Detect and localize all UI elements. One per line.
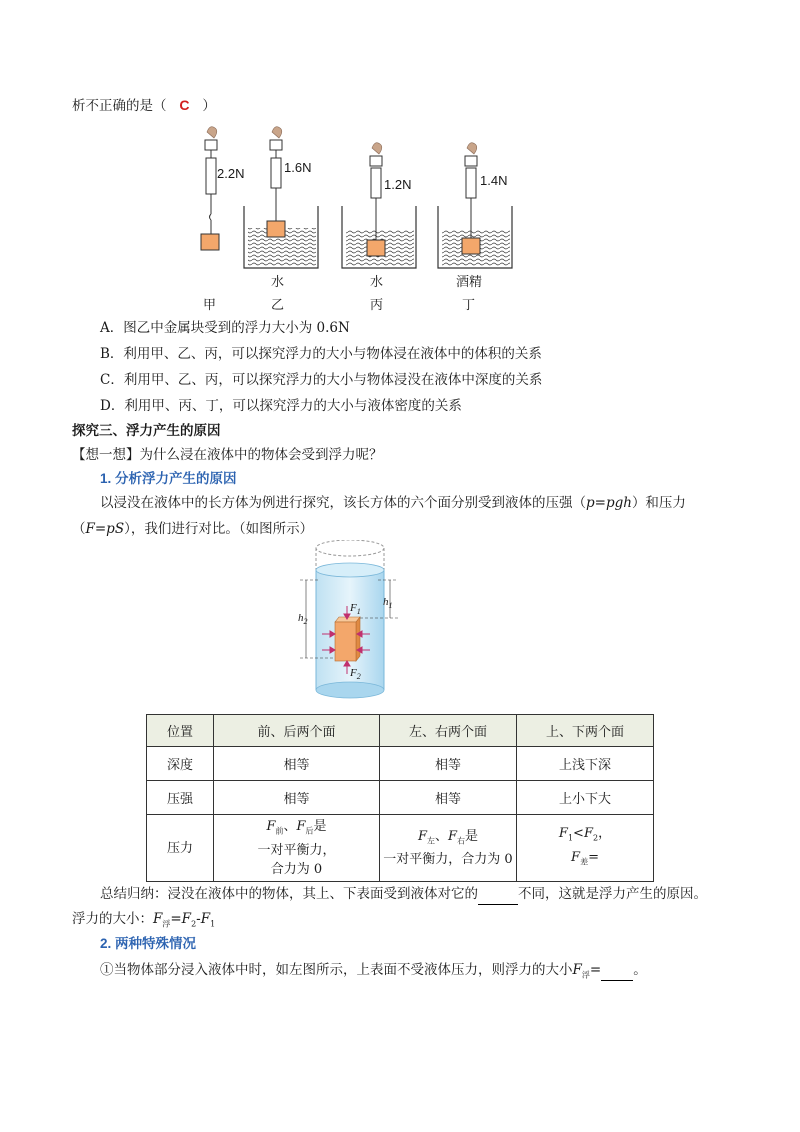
answer-letter: C bbox=[179, 97, 190, 113]
liquid-yi: 水 bbox=[271, 274, 285, 289]
paragraph-1: 以浸没在液体中的长方体为例进行探究，该长方体的六个面分别受到液体的压强（p=pgh）和压力 bbox=[100, 495, 686, 511]
question-stem: 析不正确的是（ C ） bbox=[72, 97, 216, 114]
liquid-ding: 酒精 bbox=[456, 274, 483, 289]
table-header-row bbox=[147, 715, 654, 747]
reading-jia: 2.2N bbox=[217, 166, 245, 181]
label-f2: $F_2$ bbox=[350, 667, 361, 682]
think-prompt: 【想一想】为什么浸在液体中的物体会受到浮力呢？ bbox=[72, 447, 383, 463]
subsection-2-title: 2. 两种特殊情况 bbox=[100, 936, 197, 951]
option-c: C．利用甲、乙、丙，可以探究浮力的大小与物体浸没在液体中深度的关系 bbox=[100, 372, 543, 388]
header-cell: 位置 bbox=[147, 715, 214, 747]
scale-jia bbox=[201, 127, 219, 250]
reading-yi: 1.6N bbox=[284, 160, 312, 175]
table-cell: 上小下大 bbox=[517, 781, 654, 815]
case-1-text: ①当物体部分浸入液体中时，如左图所示，上表面不受液体压力，则浮力的大小$F_浮=$ 。 bbox=[100, 962, 647, 980]
label-f1: $F_1$ bbox=[350, 602, 361, 617]
table-cell: 相等 bbox=[214, 747, 380, 781]
table-cell: 深度 bbox=[147, 747, 214, 781]
scale-bing bbox=[342, 143, 416, 268]
option-a: A．图乙中金属块受到的浮力大小为 0.6N bbox=[100, 320, 350, 336]
table-cell: $F_左$、$F_右$是 一对平衡力，合力为 0 bbox=[380, 815, 517, 882]
comparison-table bbox=[146, 714, 654, 882]
name-bing: 丙 bbox=[370, 297, 384, 312]
option-d: D．利用甲、丙、丁，可以探究浮力的大小与液体密度的关系 bbox=[100, 398, 462, 414]
paragraph-2: （F=pS），我们进行对比。（如图所示） bbox=[72, 521, 314, 537]
table-cell: 压强 bbox=[147, 781, 214, 815]
buoyancy-formula: 浮力的大小：$F_浮=F_2-F_1$ bbox=[72, 911, 216, 929]
table-cell: 压力 bbox=[147, 815, 214, 882]
table-cell: $F_前$、$F_后$是 一对平衡力， 合力为 0 bbox=[214, 815, 380, 882]
case-1-blank[interactable] bbox=[601, 960, 633, 981]
label-h1: $h_1$ bbox=[383, 596, 393, 611]
table-row bbox=[147, 781, 654, 815]
table-cell: 相等 bbox=[214, 781, 380, 815]
table-cell: 相等 bbox=[380, 747, 517, 781]
header-cell: 前、后两个面 bbox=[214, 715, 380, 747]
name-jia: 甲 bbox=[203, 297, 217, 312]
reading-ding: 1.4N bbox=[480, 173, 508, 188]
spring-scale-figure bbox=[180, 118, 540, 318]
scale-ding bbox=[438, 143, 512, 268]
summary-text: 总结归纳：浸没在液体中的物体，其上、下表面受到液体对它的 不同，这就是浮力产生的原因。 bbox=[100, 884, 707, 905]
summary-blank[interactable] bbox=[478, 884, 518, 905]
header-cell: 左、右两个面 bbox=[380, 715, 517, 747]
header-cell: 上、下两个面 bbox=[517, 715, 654, 747]
table-cell: $F_1<F_2$， $F_差=$ bbox=[517, 815, 654, 882]
name-ding: 丁 bbox=[462, 297, 476, 312]
name-yi: 乙 bbox=[271, 297, 285, 312]
table-row bbox=[147, 747, 654, 781]
table-row bbox=[147, 815, 654, 882]
table-cell: 上浅下深 bbox=[517, 747, 654, 781]
label-h2: $h_2$ bbox=[298, 612, 308, 627]
option-b: B．利用甲、乙、丙，可以探究浮力的大小与物体浸在液体中的体积的关系 bbox=[100, 346, 542, 362]
table-cell: 相等 bbox=[380, 781, 517, 815]
section-title: 探究三、浮力产生的原因 bbox=[72, 423, 221, 438]
scale-yi bbox=[244, 127, 318, 268]
liquid-bing: 水 bbox=[370, 274, 384, 289]
reading-bing: 1.2N bbox=[384, 177, 412, 192]
subsection-1-title: 1. 分析浮力产生的原因 bbox=[100, 471, 237, 486]
